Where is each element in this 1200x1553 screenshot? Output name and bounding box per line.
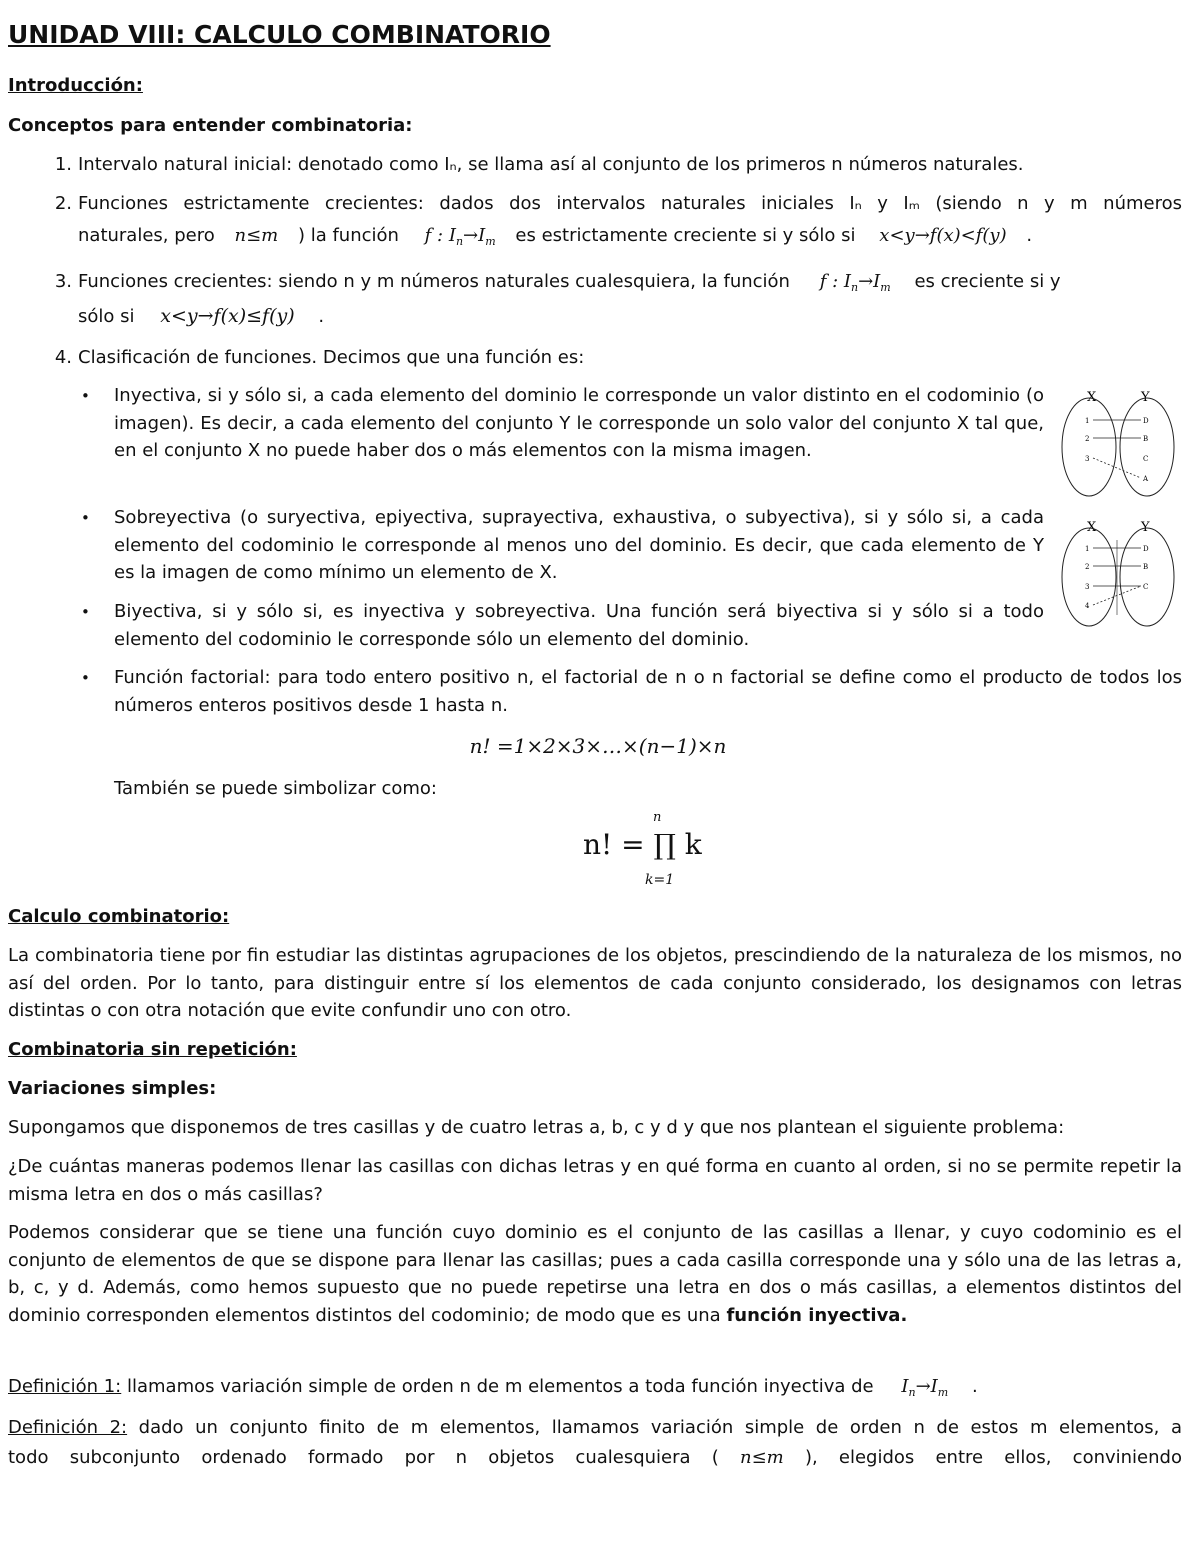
set-x-ellipse: [1062, 528, 1116, 626]
period: .: [318, 306, 325, 327]
element: 3: [1085, 583, 1090, 591]
definition-1: [8, 1373, 1182, 1407]
y-label: Y: [1141, 390, 1150, 405]
bold-text: función inyectiva.: [726, 1304, 908, 1326]
product-main: n! = ∏ k: [583, 828, 702, 861]
math: f : I: [819, 271, 851, 292]
math-nonstrict: x<y→f(x)≤f(y): [160, 305, 295, 327]
period: .: [971, 1376, 978, 1397]
bullet: •: [81, 669, 90, 687]
def-text: llamamos variación simple de orden n de m elementos a toda función inyectiva de: [126, 1376, 874, 1397]
product-lower: k=1: [645, 872, 675, 888]
element: 4: [1085, 602, 1090, 610]
set-x-ellipse: [1062, 398, 1116, 496]
paragraph-3: [8, 1219, 1182, 1329]
item-number: 3.: [54, 271, 72, 292]
math-f-map: f : $I_n\to I_m$: [424, 225, 496, 248]
element: D: [1143, 545, 1149, 553]
paragraph-1: Supongamos que disponemos de tres casillas y de cuatro letras a, b, c y d y que nos plantean el siguiente problema:: [8, 1117, 1065, 1138]
text: sólo si: [78, 306, 135, 327]
item-4-text: Clasificación de funciones. Decimos que una función es:: [78, 347, 585, 368]
bullet: •: [81, 387, 90, 405]
calc-heading: Calculo combinatorio:: [8, 906, 230, 927]
element: 2: [1085, 563, 1090, 571]
math-in-im: $I_n\to I_m$: [901, 1376, 949, 1399]
product-formula: [583, 810, 723, 895]
def-text: dado un conjunto finito de m elementos, llamamos variación simple de orden n de estos m elementos, a: [138, 1417, 1182, 1438]
math: →I: [858, 271, 881, 292]
math-strict: x<y→f(x)<f(y): [879, 225, 1007, 246]
item-2-line1: Funciones estrictamente crecientes: dados dos intervalos naturales iniciales Iₙ y Iₘ (siendo n y m números: [78, 193, 1182, 214]
element: B: [1143, 563, 1149, 571]
text: Funciones crecientes: siendo n y m números naturales cualesquiera, la función: [78, 271, 790, 292]
bullet-factorial: Función factorial: para todo entero positivo n, el factorial de n o n factorial se define como el producto de todos los números enteros positivos desde 1 hasta n.: [114, 667, 1182, 716]
item-number: 1.: [54, 154, 72, 175]
item-number: 4.: [54, 347, 72, 368]
bullet-sobreyectiva: Sobreyectiva (o suryectiva, epiyectiva, suprayectiva, exhaustiva, o subyectiva), si y sólo si, a cada elemento del codominio le corresponde al menos uno del dominio. Es decir, que cada elemento de Y es la imagen de como mínimo un elemento de X.: [114, 507, 1044, 583]
factorial-formula: n! =1×2×3×…×(n−1)×n: [469, 734, 727, 758]
bullet: •: [81, 509, 90, 527]
also-text: También se puede simbolizar como:: [114, 778, 437, 799]
definition-2-line2: [8, 1444, 1182, 1472]
sin-rep-heading: Combinatoria sin repetición:: [8, 1039, 297, 1060]
math-n-le-m: n≤m: [739, 1447, 784, 1468]
element: C: [1143, 583, 1149, 591]
def-label: Definición 1:: [8, 1376, 122, 1397]
x-label: X: [1087, 520, 1097, 535]
period: .: [1026, 225, 1033, 246]
text: es creciente si y: [914, 271, 1061, 292]
element: A: [1143, 475, 1149, 483]
math-f-map: f : $I_n\to I_m$: [819, 271, 891, 294]
text: ) la función: [297, 225, 399, 246]
text: naturales, pero: [78, 225, 215, 246]
math: f : I: [424, 225, 456, 246]
element: 1: [1085, 417, 1090, 425]
math: →I: [915, 1376, 938, 1397]
set-y-ellipse: [1120, 528, 1174, 626]
element: 2: [1085, 435, 1090, 443]
surjective-diagram: [1055, 515, 1185, 630]
text: es estrictamente creciente si y sólo si: [515, 225, 856, 246]
math-n-le-m: n≤m: [234, 225, 279, 246]
paragraph-2: ¿De cuántas maneras podemos llenar las casillas con dichas letras y en qué forma en cuanto al orden, si no se permite repetir la misma letra en dos o más casillas?: [8, 1156, 1182, 1205]
bullet-biyectiva: Biyectiva, si y sólo si, es inyectiva y sobreyectiva. Una función será biyectiva si y sólo si a todo elemento del codominio le corresponde sólo un elemento del dominio.: [114, 601, 1044, 650]
element: D: [1143, 417, 1149, 425]
calc-text: La combinatoria tiene por fin estudiar las distintas agrupaciones de los objetos, prescindiendo de la naturaleza de los mismos, no así del orden. Por lo tanto, para distinguir entre sí los elementos de cada conjunto considerado, los designamos con letras distintas o con otra notación que evite confundir uno con otro.: [8, 945, 1182, 1021]
item-3-line1: [78, 268, 1182, 302]
product-upper: n: [653, 810, 662, 825]
injective-diagram: [1055, 385, 1185, 500]
element: B: [1143, 435, 1149, 443]
mapping-arrow: [1093, 458, 1141, 478]
item-1-text: Intervalo natural inicial: denotado como Iₙ, se llama así al conjunto de los primeros n números naturales.: [78, 154, 1024, 175]
concepts-heading: Conceptos para entender combinatoria:: [8, 115, 413, 136]
def-text: todo subconjunto ordenado formado por n objetos cualesquiera (: [8, 1447, 719, 1468]
definition-2-line1: [8, 1414, 1182, 1442]
item-number: 2.: [54, 193, 72, 214]
x-label: X: [1087, 390, 1097, 405]
bullet-inyectiva: Inyectiva, si y sólo si, a cada elemento del dominio le corresponde un valor distinto en el codominio (o imagen). Es decir, a cada elemento del conjunto Y le corresponde un solo valor del conjunto X tal que, en el conjunto X no puede haber dos o más elementos con la misma imagen.: [114, 385, 1044, 461]
element: 3: [1085, 455, 1090, 463]
item-2-line2: [78, 222, 1182, 256]
page-title: UNIDAD VIII: CALCULO COMBINATORIO: [8, 20, 551, 49]
def-label: Definición 2:: [8, 1417, 128, 1438]
intro-heading: Introducción:: [8, 75, 143, 96]
var-heading: Variaciones simples:: [8, 1078, 217, 1099]
element: 1: [1085, 545, 1090, 553]
math: →I: [463, 225, 486, 246]
bullet: •: [81, 603, 90, 621]
element: C: [1143, 455, 1149, 463]
def-text: ), elegidos entre ellos, conviniendo: [804, 1447, 1182, 1468]
y-label: Y: [1141, 520, 1150, 535]
text: Podemos considerar que se tiene una función cuyo dominio es el conjunto de las casillas a llenar, y cuyo codominio es el conjunto de elementos de que se dispone para llenar las casillas; pues a cada casilla corresponde una y sólo una de las letras a, b, c, y d. Además, como hemos supuesto que no puede repetirse una letra en dos o más casillas, a elementos distintos del dominio corresponden elementos distintos del codominio; de modo que es una: [8, 1222, 1182, 1326]
item-3-line2: [78, 303, 1182, 331]
